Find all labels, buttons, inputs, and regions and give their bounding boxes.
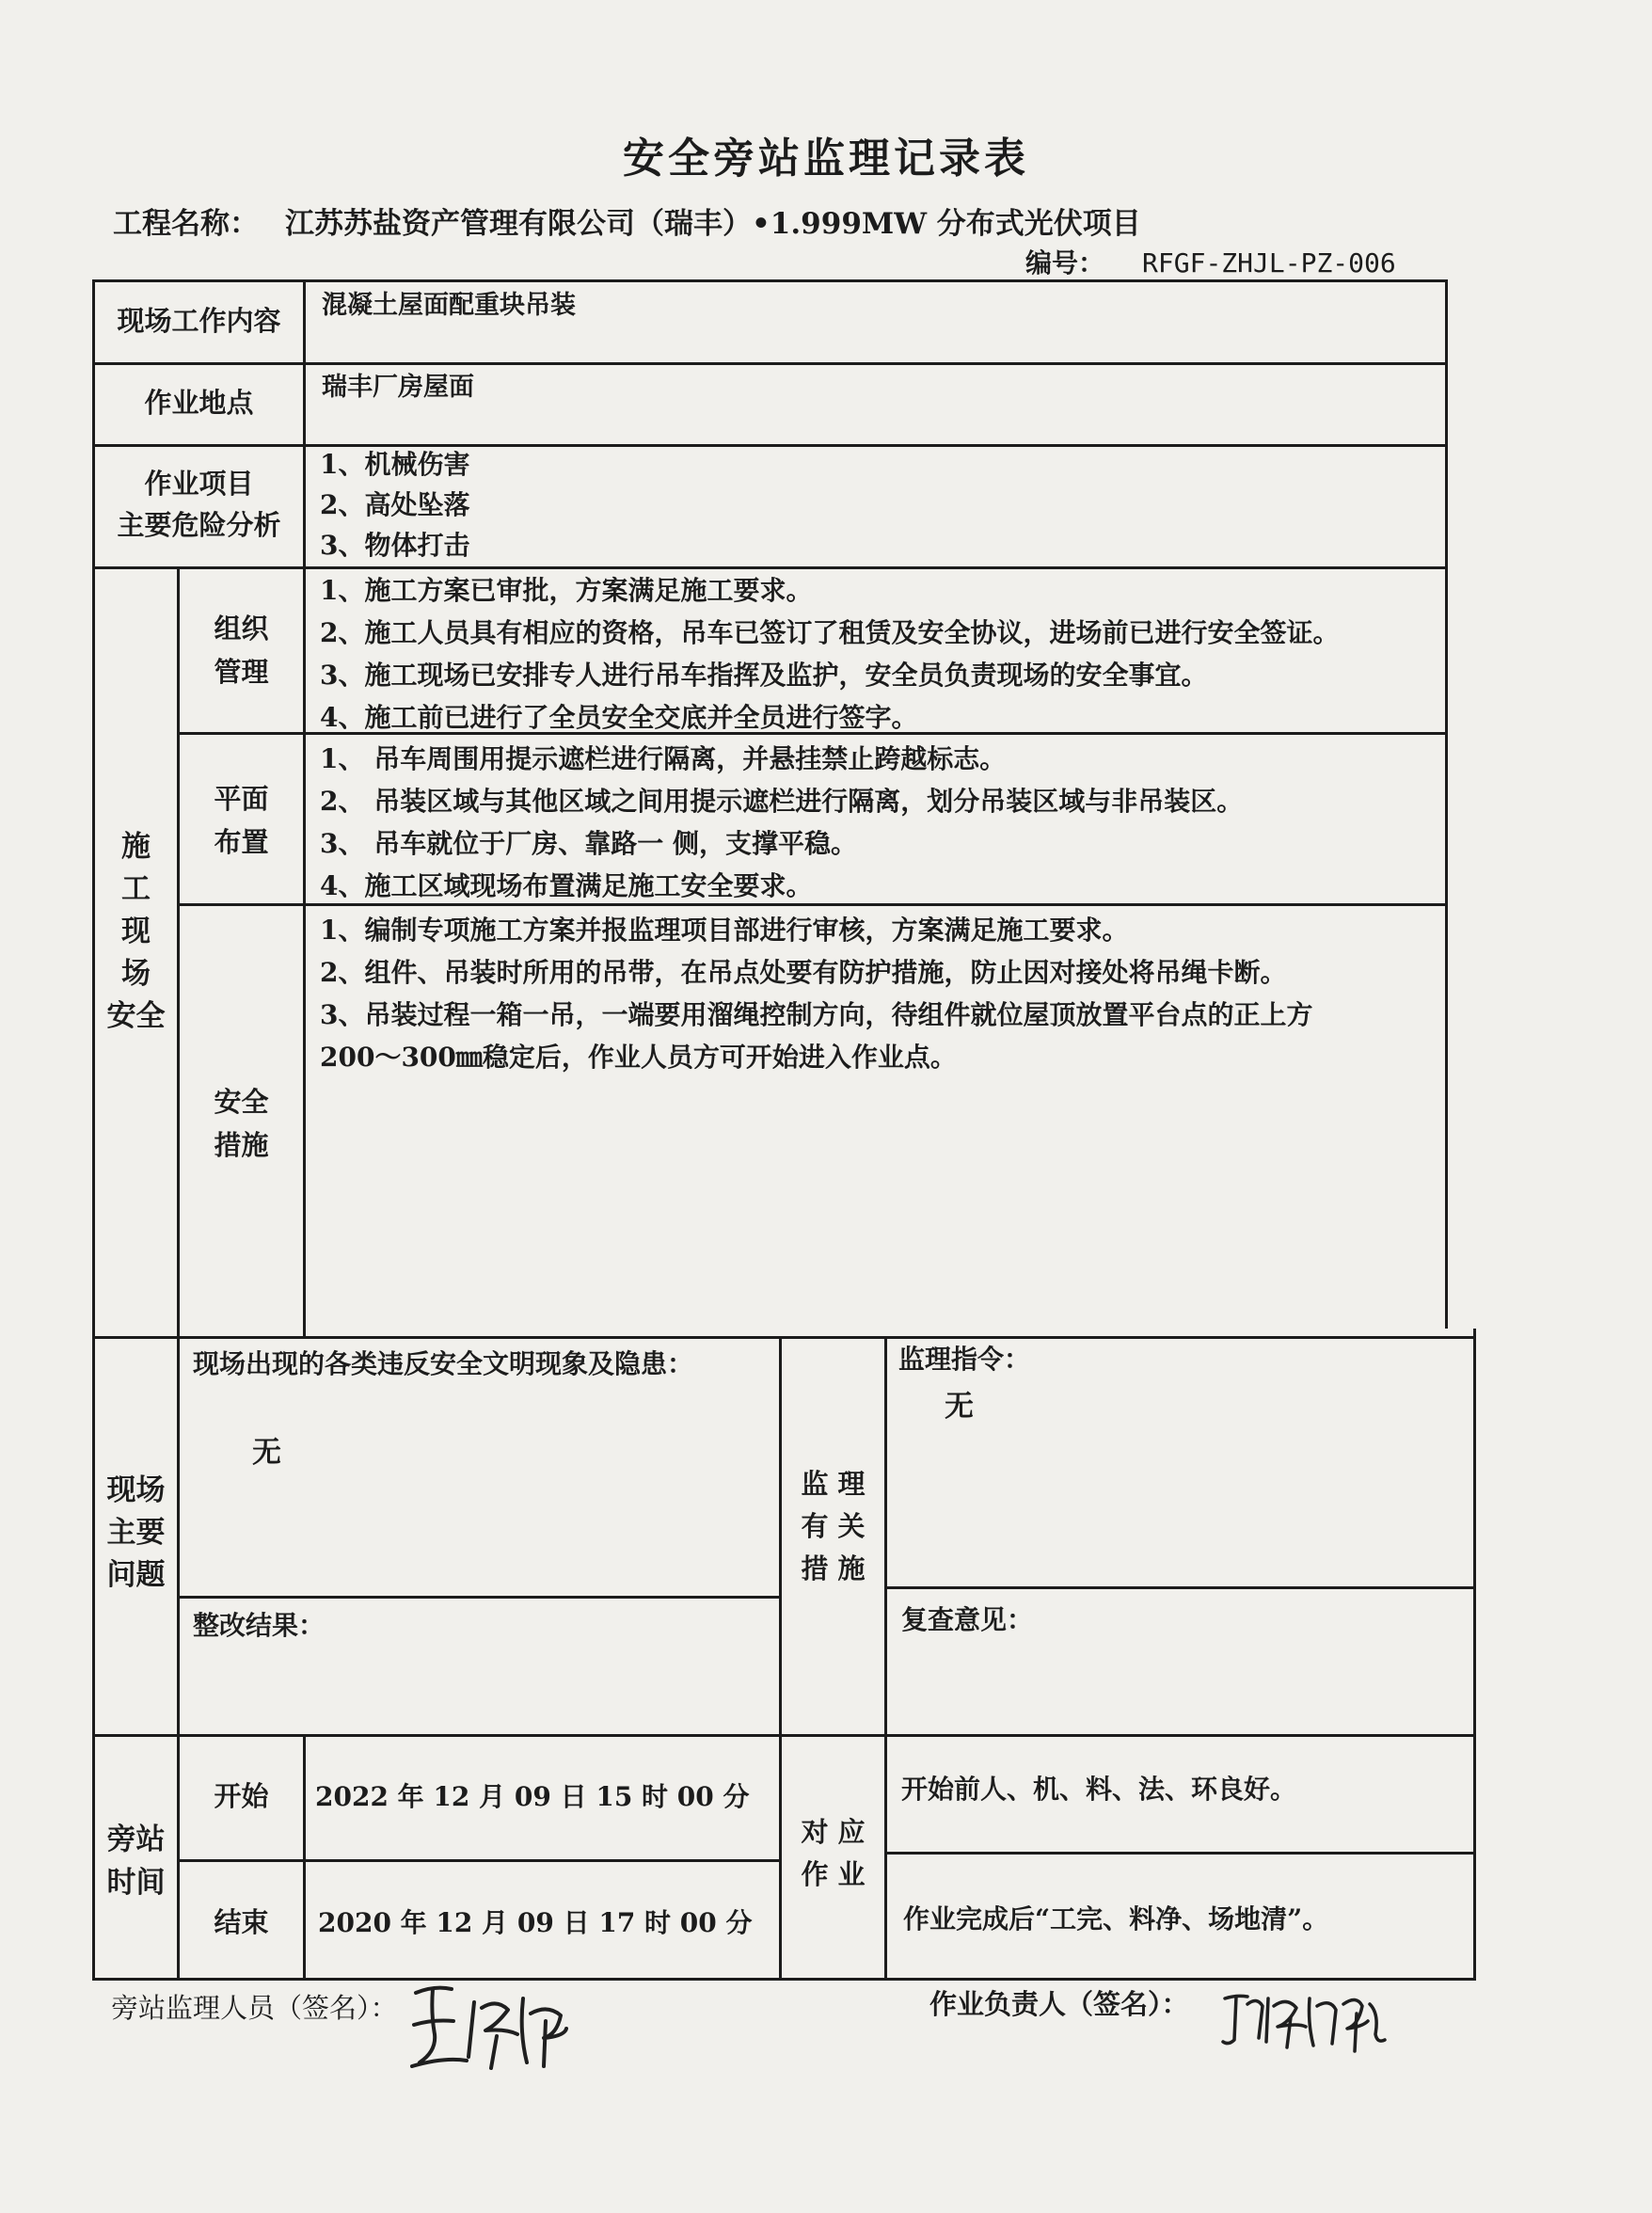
leader-signature [1219, 1985, 1389, 2061]
time-label: 旁站 时间 [106, 1823, 166, 1900]
location-value: 瑞丰厂房屋面 [322, 373, 474, 402]
leader-signature-label: 作业负责人（签名）： [929, 1988, 1189, 2020]
layout-item: 3、 吊车就位于厂房、靠路一 侧，支撑平稳。 [320, 828, 857, 859]
hazard-item: 1、机械伤害 [320, 449, 470, 480]
evaluation-label-cont2: 安全 [106, 999, 166, 1033]
document-code-row [1025, 243, 1396, 280]
safety-measures-list [320, 909, 1313, 1078]
layout-item: 1、 吊车周围用提示遮栏进行隔离，并悬挂禁止跨越标志。 [320, 743, 1007, 774]
hazard-item: 2、高处坠落 [320, 489, 470, 520]
violations-label: 现场出现的各类违反安全文明现象及隐患： [193, 1348, 694, 1379]
start-time-value: 2022 年 12 月 09 日 15 时 00 分 [315, 1781, 750, 1812]
location-label: 作业地点 [144, 387, 254, 419]
project-value: 江苏苏盐资产管理有限公司（瑞丰）•1.999MW 分布式光伏项目 [285, 207, 1141, 241]
supervisor-signature [406, 1976, 576, 2079]
project-name-row [113, 199, 1141, 242]
evaluation-label-cont: 现 场 [121, 915, 151, 991]
end-label: 结束 [214, 1906, 269, 1938]
org-management-label: 组织 管理 [214, 613, 269, 688]
org-management-list [320, 569, 1340, 739]
instruction-value: 无 [945, 1390, 974, 1424]
hazard-list [320, 444, 469, 565]
hazard-label [95, 463, 303, 546]
code-value: RFGF-ZHJL-PZ-006 [1142, 247, 1396, 279]
layout-label: 平面 布置 [214, 783, 269, 858]
review-label: 复查意见： [901, 1604, 1034, 1635]
document-title: 安全旁站监理记录表 [623, 135, 1029, 183]
start-label: 开始 [214, 1780, 269, 1812]
layout-list [320, 738, 1243, 907]
supervision-measures-label: 监 理 有 关 措 施 [801, 1468, 866, 1584]
safety-item: 1、编制专项施工方案并报监理项目部进行审核，方案满足施工要求。 [320, 915, 1129, 946]
violations-value: 无 [252, 1436, 281, 1470]
layout-item: 4、施工区域现场布置满足施工安全要求。 [320, 870, 813, 901]
hazard-label-line2: 主要危险分析 [117, 509, 281, 541]
layout-item: 2、 吊装区域与其他区域之间用提示遮栏进行隔离，划分吊装区域与非吊装区。 [320, 786, 1244, 817]
org-item: 2、施工人员具有相应的资格，吊车已签订了租赁及安全协议，进场前已进行安全签证。 [320, 617, 1340, 648]
hazard-label-line1: 作业项目 [144, 468, 254, 500]
end-time-value: 2020 年 12 月 09 日 17 时 00 分 [318, 1907, 753, 1938]
start-note: 开始前人、机、料、法、环良好。 [901, 1774, 1297, 1805]
work-content-label: 现场工作内容 [117, 305, 281, 337]
instruction-label: 监理指令： [898, 1344, 1031, 1375]
evaluation-label: 施 工 [121, 830, 151, 906]
work-content-value: 混凝土屋面配重块吊装 [322, 291, 576, 320]
project-label: 工程名称： [113, 207, 259, 241]
issues-label: 现场 主要 问题 [106, 1473, 166, 1592]
supervisor-signature-label: 旁站监理人员（签名）： [111, 1992, 398, 2024]
safety-item: 3、吊装过程一箱一吊，一端要用溜绳控制方向，待组件就位屋顶放置平台点的正上方 [320, 999, 1313, 1030]
safety-item: 200～300㎜稳定后，作业人员方可开始进入作业点。 [320, 1042, 957, 1073]
org-item: 4、施工前已进行了全员安全交底并全员进行签字。 [320, 702, 918, 733]
code-label: 编号： [1025, 247, 1105, 279]
safety-item: 2、组件、吊装时所用的吊带，在吊点处要有防护措施，防止因对接处将吊绳卡断。 [320, 957, 1287, 988]
org-item: 1、施工方案已审批，方案满足施工要求。 [320, 575, 813, 606]
corresponding-work-label: 对 应 作 业 [801, 1816, 866, 1890]
end-note: 作业完成后“工完、料净、场地清”。 [903, 1903, 1329, 1934]
safety-measures-label: 安全 措施 [214, 1086, 269, 1161]
rectify-label: 整改结果： [193, 1610, 326, 1641]
hazard-item: 3、物体打击 [320, 530, 470, 561]
org-item: 3、施工现场已安排专人进行吊车指挥及监护，安全员负责现场的安全事宜。 [320, 660, 1208, 691]
